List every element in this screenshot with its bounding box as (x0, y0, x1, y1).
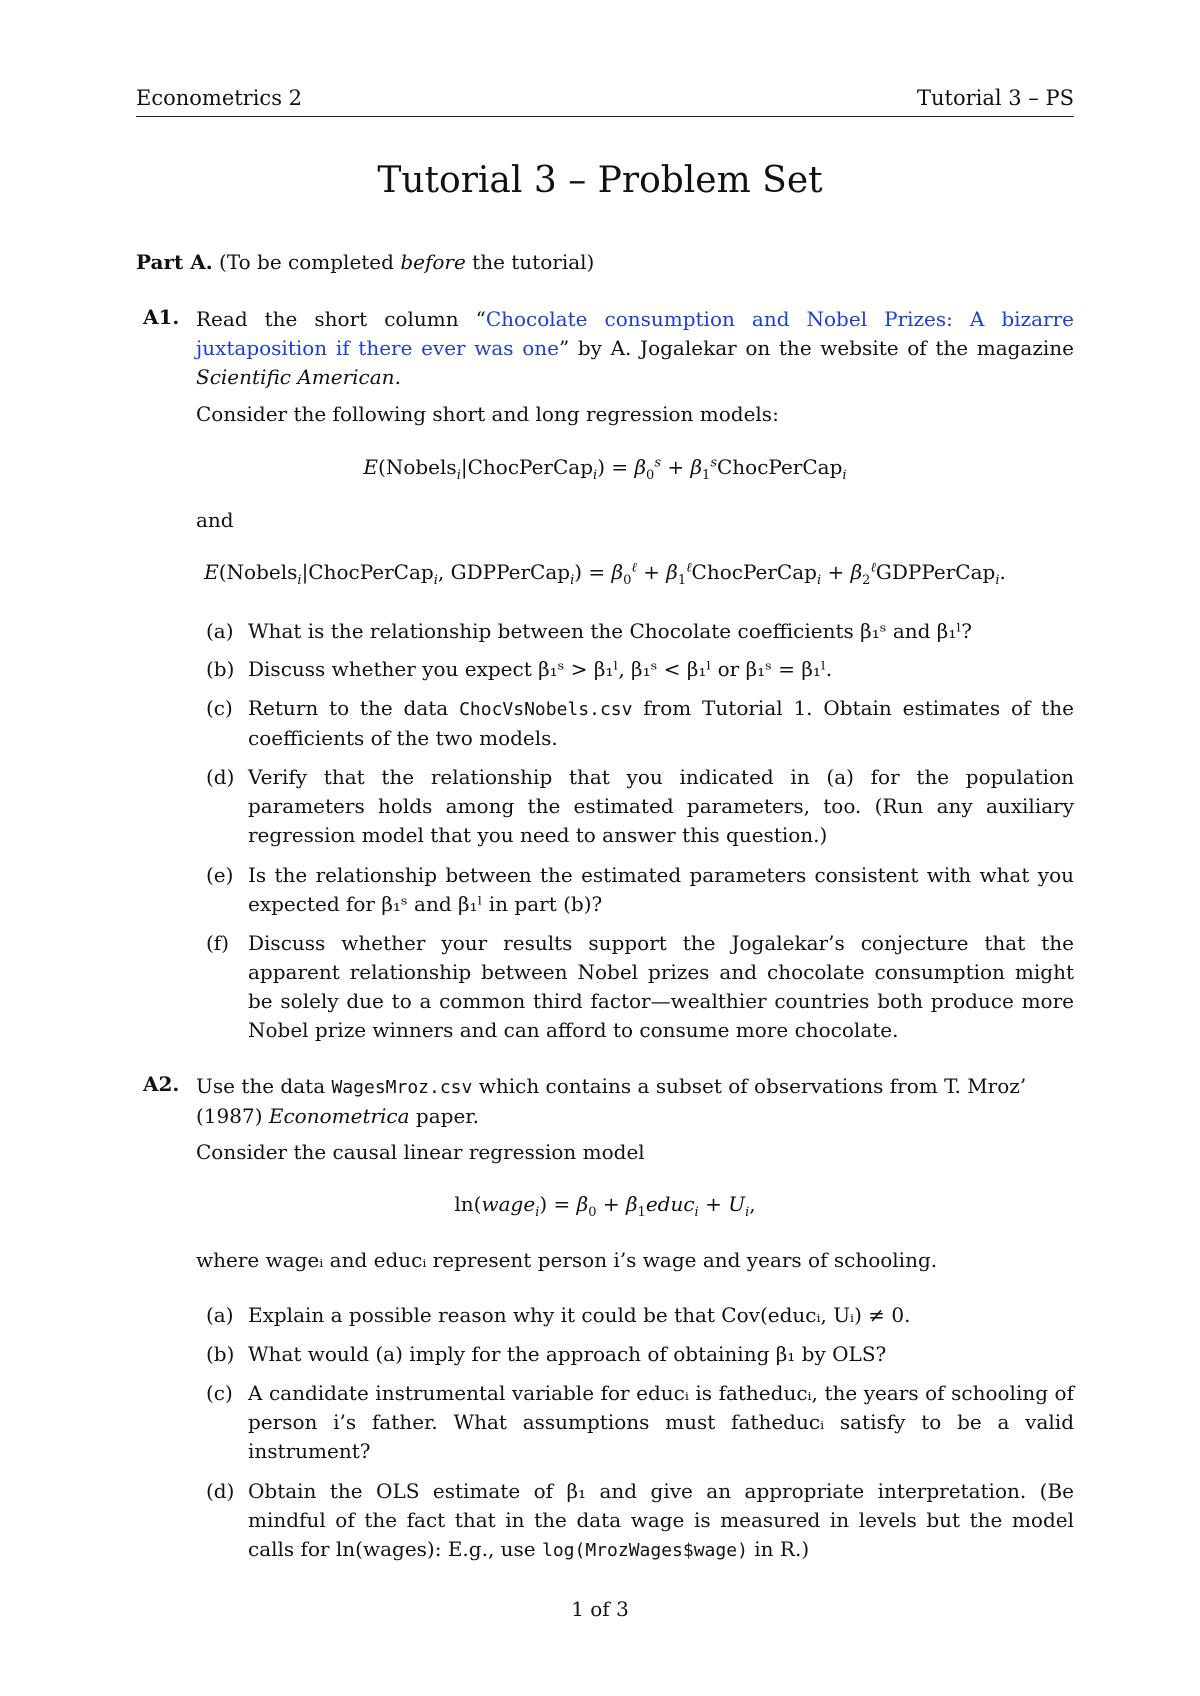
a2-item-a-text: Explain a possible reason why it could be that Cov(educᵢ, Uᵢ) ≠ 0. (248, 1303, 911, 1327)
header-tutorial: Tutorial 3 – PS (916, 86, 1074, 110)
a2-intro-end: paper. (409, 1104, 480, 1128)
a1-intro-end: . (394, 365, 401, 389)
a1-consider-text: Consider the following short and long regression models: (196, 402, 779, 426)
r-code-snippet: log(MrozWages$wage) (542, 1540, 748, 1561)
a1-intro-pre: Read the short column “ (196, 307, 486, 331)
a2-item-c-label: (c) (206, 1381, 233, 1405)
a2-item-d-post: in R.) (747, 1537, 810, 1561)
header-course: Econometrics 2 (136, 86, 303, 110)
part-a-pre: (To be completed (219, 250, 401, 274)
journal-name: Econometrica (268, 1104, 410, 1128)
a2-item-b-text: What would (a) imply for the approach of obtaining β₁ by OLS? (248, 1342, 887, 1366)
a2-intro-mid: which contains a subset of observations from T. Mroz’ (1987) (196, 1074, 1027, 1128)
running-header (136, 86, 1074, 117)
a1-item-f-text: Discuss whether your results support the Jogalekar’s conjecture that the apparent relationship between Nobel prizes and chocolate consumption might be solely due to a common third factor—wealthier countries both produce more Nobel prize winners and can afford to consume more chocolate. (248, 931, 1074, 1042)
part-a-label: Part A. (136, 250, 213, 274)
magazine-name: Scientific American (196, 365, 395, 389)
part-a-heading (136, 250, 594, 274)
data-file-chocvsnobels: ChocVsNobels.csv (459, 699, 633, 720)
a2-item-d-text (248, 1477, 1074, 1565)
a1-item-e-text: Is the relationship between the estimated parameters consistent with what you expected for β₁ˢ and β₁ˡ in part (b)? (248, 863, 1074, 916)
a2-where-text: where wageᵢ and educᵢ represent person i’s wage and years of schooling. (196, 1248, 938, 1272)
a2-item-c-text: A candidate instrumental variable for educᵢ is fatheducᵢ, the years of schooling of person i’s father. What assumptions must fatheducᵢ satisfy to be a valid instrument? (248, 1381, 1074, 1463)
a1-item-c-text (248, 694, 1074, 753)
a1-intro-mid: ” by A. Jogalekar on the website of the magazine (558, 336, 1075, 360)
a2-item-a-label: (a) (206, 1303, 234, 1327)
data-file-wagesmroz: WagesMroz.csv (331, 1077, 473, 1098)
article-link[interactable]: Chocolate consumption and Nobel Prizes: A bizarre juxtaposition if there ever was one (196, 307, 1074, 360)
a1-and-text: and (196, 508, 234, 532)
a2-item-d-pre: Obtain the OLS estimate of β₁ and give an appropriate interpretation. (Be mindful of the fact that in the data wage is measured in levels but the model calls for ln(wages): E.g., use (248, 1479, 1074, 1561)
long-regression-equation: E(Nobels$_i$|ChocPerCap$_i$, GDPPerCap$_i$) = $\beta_0^\ell$ + $\beta_1^\ell ChocPerCap_i$ + $\beta_2^\ell GDPPerCap_i$. (204, 560, 1006, 588)
a2-item-d-label: (d) (206, 1479, 235, 1503)
a2-item-b-label: (b) (206, 1342, 235, 1366)
page-title: Tutorial 3 – Problem Set (377, 160, 823, 201)
a1-item-c-pre: Return to the data (248, 696, 460, 720)
page-number: 1 of 3 (571, 1597, 629, 1621)
question-a2-number: A2. (143, 1072, 180, 1096)
a2-consider-text: Consider the causal linear regression model (196, 1140, 645, 1164)
a2-intro-pre: Use the data (196, 1074, 332, 1098)
a1-item-c-post: from Tutorial 1. Obtain estimates of the coefficients of the two models. (248, 696, 1075, 750)
part-a-post: the tutorial) (465, 250, 595, 274)
question-a2-intro (196, 1072, 1074, 1131)
a1-item-c-label: (c) (206, 696, 233, 720)
short-regression-equation: E(Nobels$_i$|ChocPerCap$_i$) = $\beta_0^s$ + $\beta_1^sChocPerCap_i$ (363, 455, 847, 483)
a1-item-d-label: (d) (206, 765, 235, 789)
question-a1-intro (196, 305, 1074, 392)
a1-item-b-label: (b) (206, 657, 235, 681)
a1-item-d-text: Verify that the relationship that you indicated in (a) for the population parameters holds among the estimated parameters, too. (Run any auxiliary regression model that you need to answer this question.) (248, 765, 1074, 847)
a1-item-e-label: (e) (206, 863, 234, 887)
a1-item-a-label: (a) (206, 619, 234, 643)
wage-regression-equation: ln(wage$_i$) = $\beta_0$ + $\beta_1educ_i + U_i$, (454, 1192, 756, 1220)
a1-item-a-text: What is the relationship between the Chocolate coefficients β₁ˢ and β₁ˡ? (248, 619, 972, 643)
question-a1-number: A1. (143, 305, 180, 329)
a1-item-b-text: Discuss whether you expect β₁ˢ > β₁ˡ, β₁ˢ < β₁ˡ or β₁ˢ = β₁ˡ. (248, 657, 833, 681)
part-a-emph: before (400, 250, 466, 274)
a1-item-f-label: (f) (206, 931, 230, 955)
